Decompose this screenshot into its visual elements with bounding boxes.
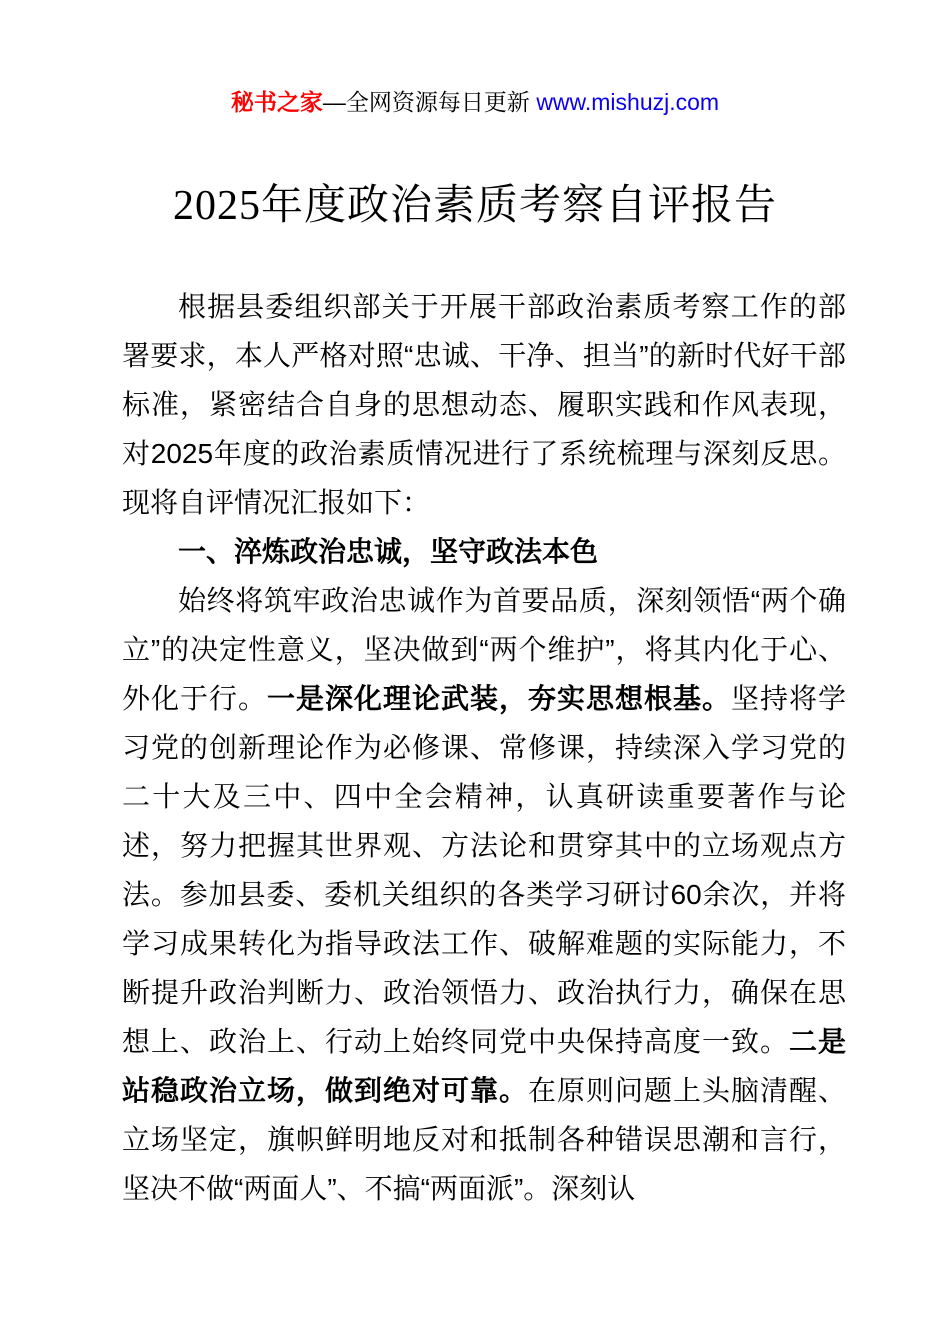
text-run: 坚持将学习党的创新理论作为必修课、常修课，持续深入学习党的二十大及三中、四中全会精神，认真研读重要著作与论述，努力把握其世界观、方法论和贯穿其中的立场观点方法。参加县委、委机关组织的各类学习研讨60余次，并将学习成果转化为指导政法工作、破解难题的实际能力，不断提升政治判断力、政治领悟力、政治执行力，确保在思想上、政治上、行动上始终同党中央保持高度一致。 xyxy=(122,683,846,1057)
text-run: 始终将筑牢政治忠诚作为首要品质，深刻领悟“两个确立”的决定性意义，坚决做到“两个维护”，将其内化于心、外化于行。 xyxy=(122,585,846,714)
text-run: 根据县委组织部关于开展干部政治素质考察工作的部署要求，本人严格对照“忠诚、干净、担当”的新时代好干部标准，紧密结合自身的思想动态、履职实践和作风表现，对2025年度的政治素质情况进行了系统梳理与深刻反思。现将自评情况汇报如下： xyxy=(122,291,846,518)
body-paragraph xyxy=(122,576,846,1213)
body-paragraph xyxy=(122,282,846,527)
bold-text-run: 二是站稳政治立场，做到绝对可靠。 xyxy=(122,1026,846,1106)
brand-dash: — xyxy=(322,89,346,115)
bold-text-run: 一、淬炼政治忠诚，坚守政法本色 xyxy=(178,536,599,567)
text-run: 在原则问题上头脑清醒、立场坚定，旗帜鲜明地反对和抵制各种错误思潮和言行，坚决不做“两面人”、不搞“两面派”。深刻认 xyxy=(122,1075,846,1204)
site-brand: 秘书之家 xyxy=(230,89,323,115)
site-tagline: 全网资源每日更新 xyxy=(345,89,537,115)
page-header xyxy=(0,88,950,116)
section-heading xyxy=(122,527,846,576)
document-title: 2025年度政治素质考察自评报告 xyxy=(172,183,777,229)
bold-text-run: 一是深化理论武装，夯实思想根基。 xyxy=(267,683,731,714)
site-url-link[interactable]: www.mishuzj.com xyxy=(536,89,720,115)
document-body xyxy=(122,282,846,1213)
